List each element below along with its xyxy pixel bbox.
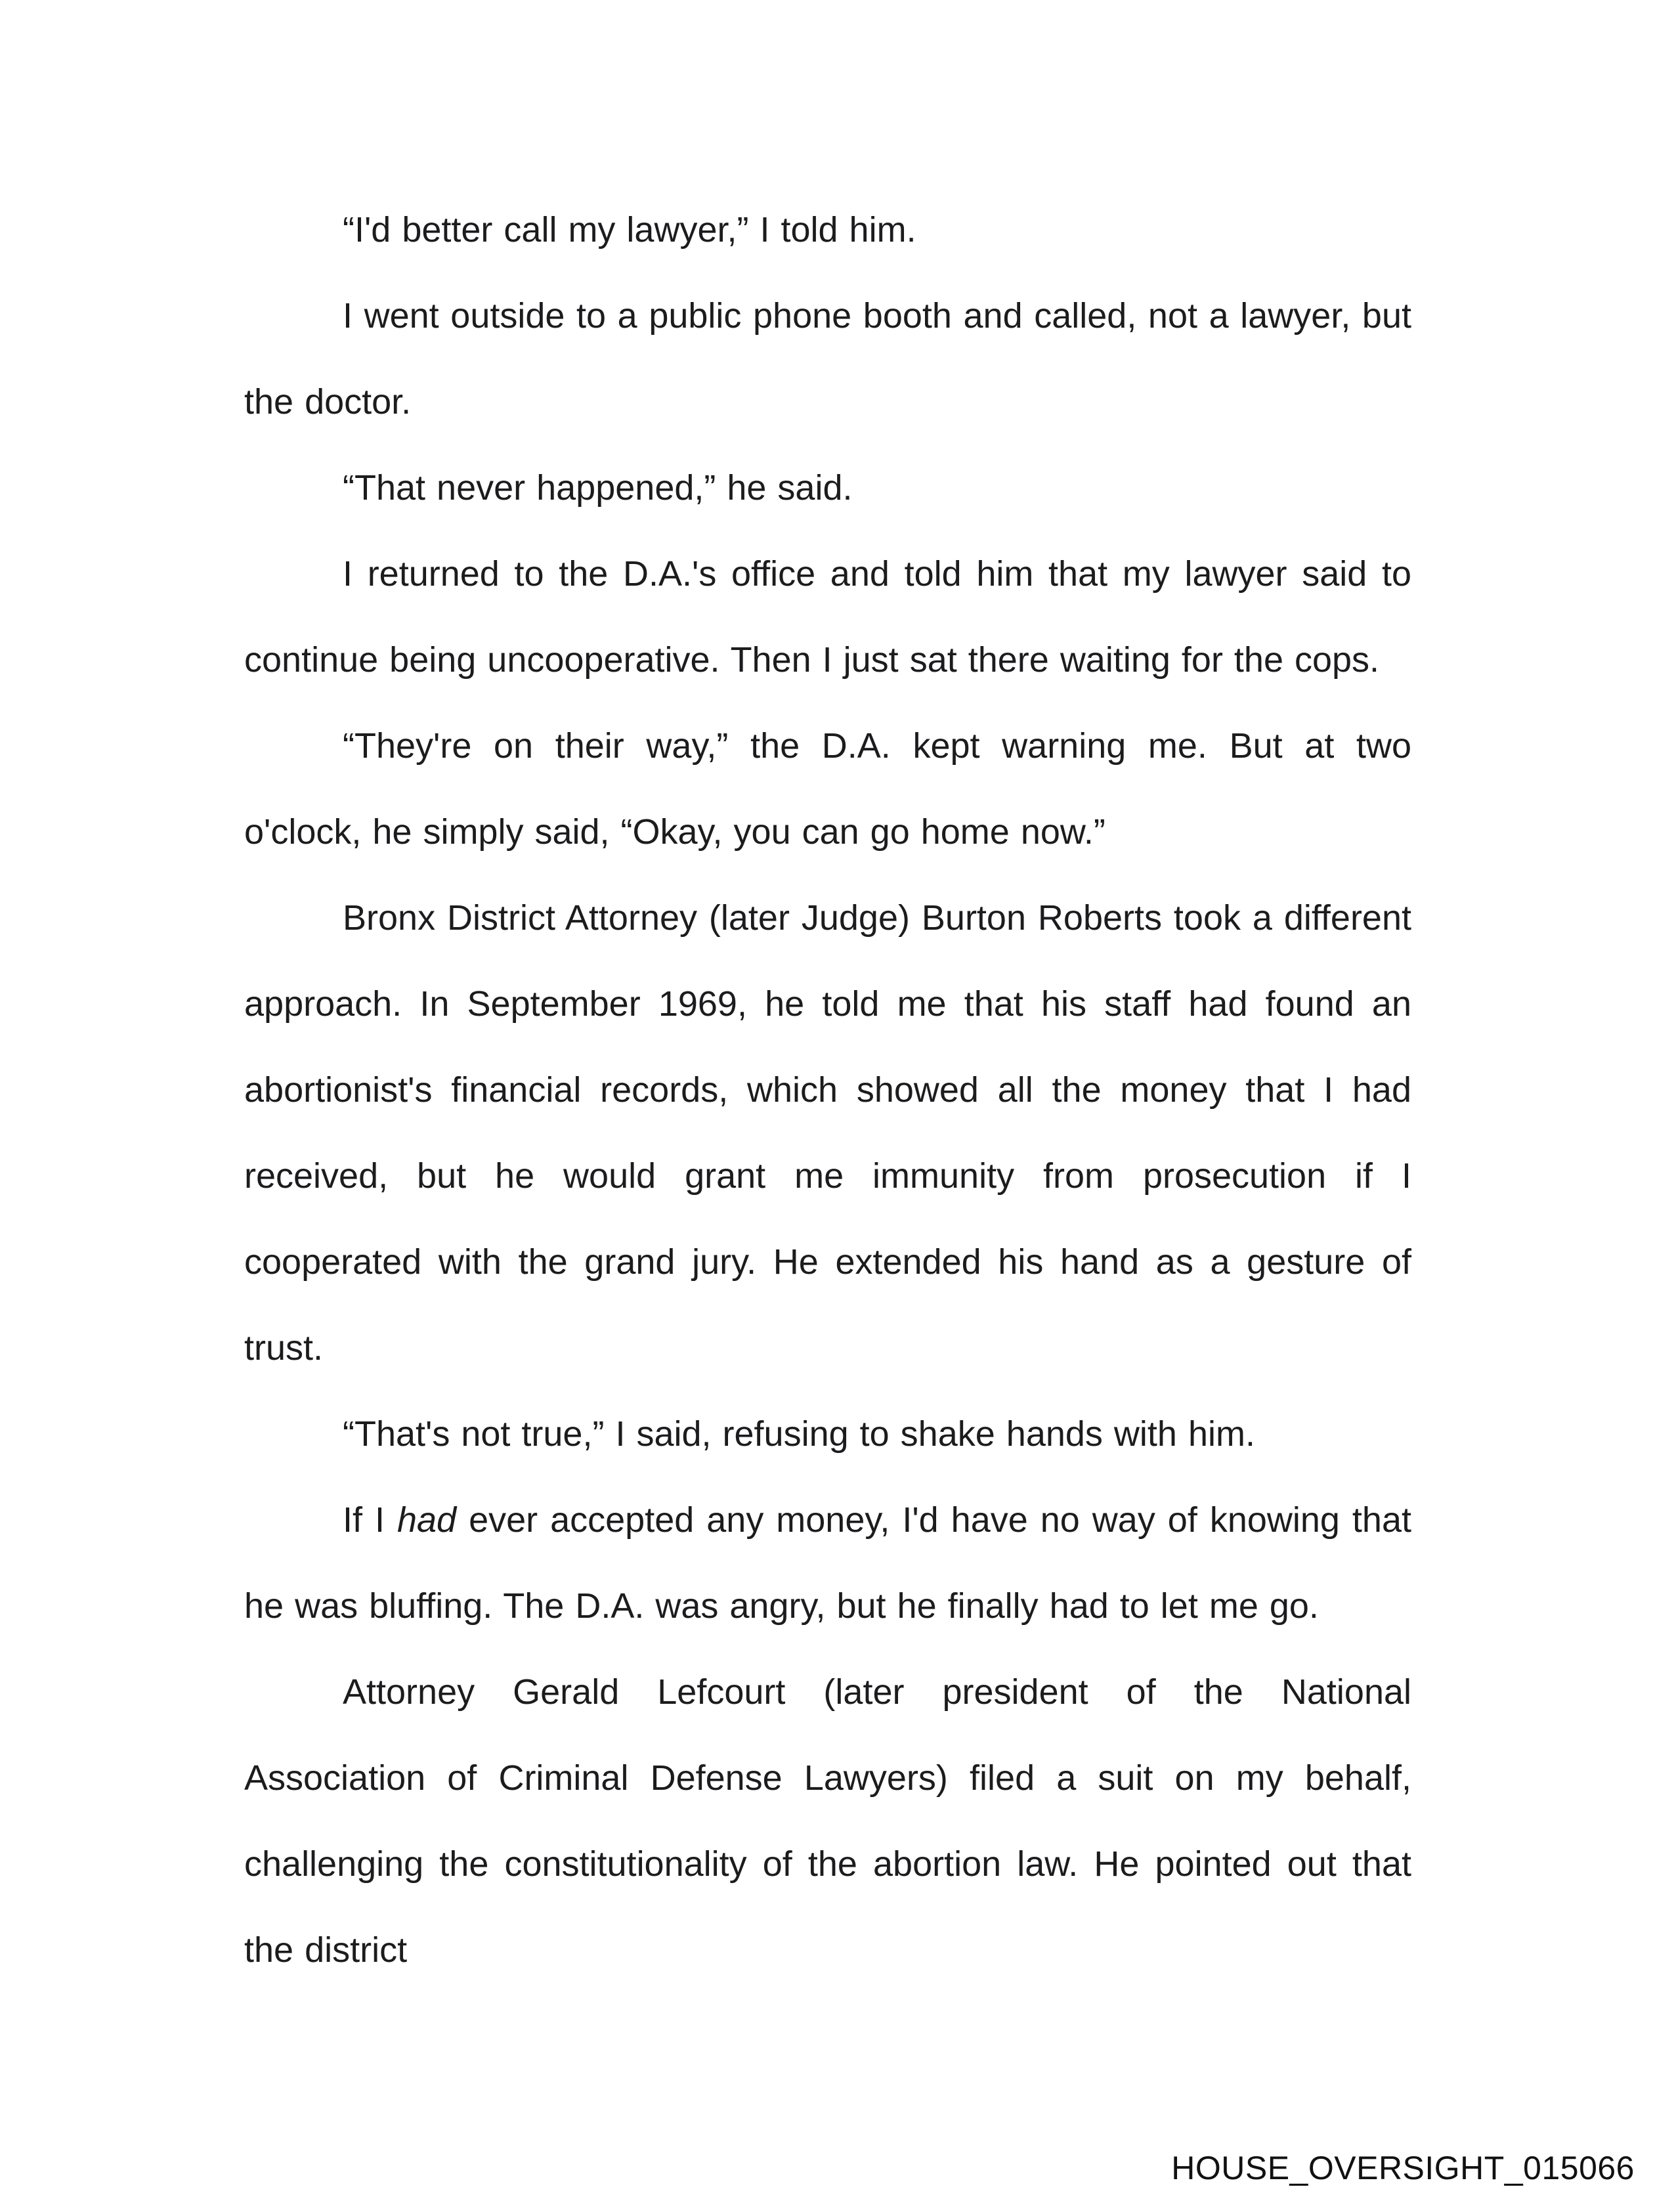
paragraph-dialogue-not-true: “That's not true,” I said, refusing to shake hands with him.: [343, 1414, 1255, 1454]
paragraph-italic-segment: had: [397, 1500, 457, 1540]
paragraph-if-i-had: [244, 1477, 1411, 1649]
paragraph-text-segment: If I: [343, 1500, 397, 1540]
paragraph-phone-booth: I went outside to a public phone booth and called, not a lawyer, but the doctor.: [244, 296, 1411, 422]
paragraph-dialogue-lawyer: “I'd better call my lawyer,” I told him.: [343, 210, 916, 249]
body-text: [244, 187, 1411, 1993]
paragraph-bronx-da: Bronx District Attorney (later Judge) Burton Roberts took a different approach. In September 1969, he told me that his staff had found an abortionist's financial records, which showed all the money that I had received, but he would grant me immunity from prosecution if I cooperated with the grand jury. He extended his hand as a gesture of trust.: [244, 898, 1411, 1368]
paragraph-dialogue-never-happened: “That never happened,” he said.: [343, 468, 853, 508]
paragraph-dialogue-on-their-way: “They're on their way,” the D.A. kept warning me. But at two o'clock, he simply said, “Okay, you can go home now.”: [244, 726, 1411, 852]
paragraph-attorney-lefcourt: Attorney Gerald Lefcourt (later president of the National Association of Criminal Defense Lawyers) filed a suit on my behalf, challenging the constitutionality of the abortion law. He pointed out that the district: [244, 1672, 1411, 1970]
paragraph-text-segment: ever accepted any money, I'd have no way of knowing that he was bluffing. The D.A. was angry, but he finally had to let me go.: [244, 1500, 1412, 1626]
bates-stamp-number: HOUSE_OVERSIGHT_015066: [1171, 2150, 1635, 2186]
paragraph-returned-to-da: I returned to the D.A.'s office and told him that my lawyer said to continue being uncooperative. Then I just sat there waiting for the cops.: [244, 554, 1411, 680]
